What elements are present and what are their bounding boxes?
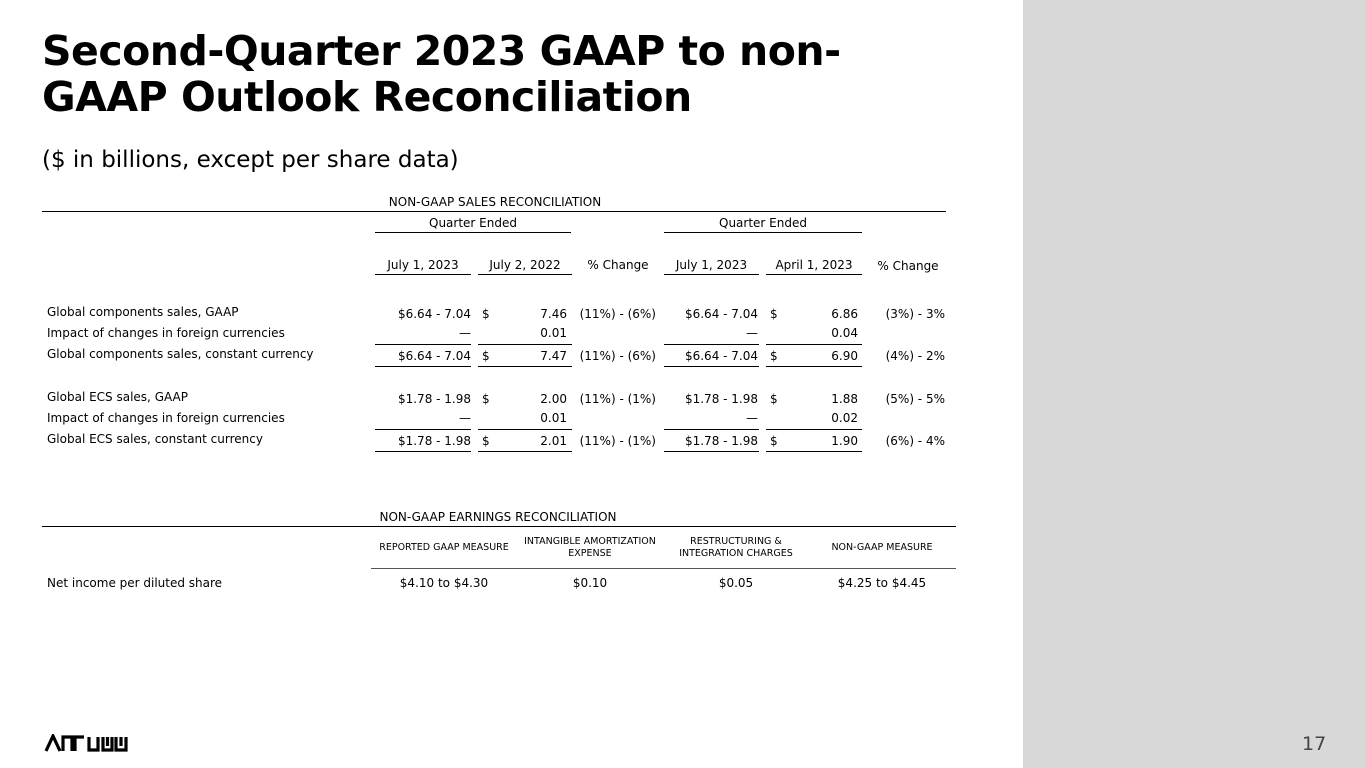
col-rule-2: [478, 274, 572, 275]
col-rule-4: [664, 274, 759, 275]
cell: 6.86: [831, 307, 858, 321]
cell: (11%) - (6%): [579, 349, 656, 363]
cell: (11%) - (1%): [579, 434, 656, 448]
cell: —: [746, 411, 758, 425]
cell: $6.64 - 7.04: [397, 307, 471, 321]
earnings-col-3-line2: INTEGRATION CHARGES: [679, 548, 793, 559]
earnings-header-rule: [371, 568, 956, 569]
cell: (5%) - 5%: [885, 392, 945, 406]
cell: 0.02: [831, 411, 858, 425]
earnings-col-1: REPORTED GAAP MEASURE: [379, 542, 509, 553]
sales-heading: NON-GAAP SALES RECONCILIATION: [388, 195, 602, 209]
cell: (6%) - 4%: [885, 434, 945, 448]
dollar-sign: $: [770, 349, 778, 363]
row-label: Impact of changes in foreign currencies: [47, 326, 285, 340]
earnings-col-4: NON-GAAP MEASURE: [831, 542, 933, 553]
subtotal-rule: [375, 429, 471, 430]
sales-top-rule: [42, 211, 946, 212]
row-label: Impact of changes in foreign currencies: [47, 411, 285, 425]
col-rule-5: [766, 274, 862, 275]
dollar-sign: $: [482, 434, 490, 448]
total-rule: [478, 366, 572, 367]
cell: $1.78 - 1.98: [684, 392, 758, 406]
arrow-logo: [44, 734, 130, 752]
col-header-4: July 1, 2023: [675, 258, 748, 272]
dollar-sign: $: [482, 349, 490, 363]
group1-label: Quarter Ended: [429, 216, 517, 230]
col-header-6: % Change: [877, 259, 939, 273]
subtotal-rule: [766, 344, 862, 345]
cell: —: [459, 411, 471, 425]
cell: (4%) - 2%: [885, 349, 945, 363]
cell: $1.78 - 1.98: [397, 434, 471, 448]
col-rule-1: [375, 274, 471, 275]
page-number: 17: [1302, 733, 1327, 755]
earnings-top-rule: [42, 526, 956, 527]
cell: (3%) - 3%: [885, 307, 945, 321]
subtotal-rule: [664, 429, 759, 430]
cell: $4.10 to $4.30: [399, 576, 489, 590]
cell: 1.90: [831, 434, 858, 448]
cell: 0.01: [540, 326, 567, 340]
cell: 6.90: [831, 349, 858, 363]
row-label: Global ECS sales, GAAP: [47, 390, 188, 404]
total-rule: [375, 366, 471, 367]
group2-rule: [664, 232, 862, 233]
subtotal-rule: [664, 344, 759, 345]
earnings-col-3-line1: RESTRUCTURING &: [690, 536, 782, 547]
cell: 7.47: [540, 349, 567, 363]
cell: $0.10: [572, 576, 608, 590]
subtotal-rule: [478, 344, 572, 345]
cell: (11%) - (1%): [579, 392, 656, 406]
col-header-3: % Change: [587, 258, 649, 272]
earnings-heading: NON-GAAP EARNINGS RECONCILIATION: [379, 510, 617, 524]
cell: 0.04: [831, 326, 858, 340]
subtotal-rule: [478, 429, 572, 430]
page-title: Second-Quarter 2023 GAAP to non-GAAP Outlook Reconciliation: [42, 27, 841, 121]
cell: 2.01: [540, 434, 567, 448]
cell: 0.01: [540, 411, 567, 425]
cell: $1.78 - 1.98: [684, 434, 758, 448]
cell: 2.00: [540, 392, 567, 406]
cell: $6.64 - 7.04: [397, 349, 471, 363]
cell: 7.46: [540, 307, 567, 321]
row-label: Net income per diluted share: [47, 576, 223, 590]
total-rule: [664, 451, 759, 452]
earnings-col-2-line1: INTANGIBLE AMORTIZATION: [524, 536, 656, 547]
side-panel: [1023, 0, 1365, 768]
row-label: Global components sales, constant currency: [47, 347, 314, 361]
dollar-sign: $: [770, 434, 778, 448]
total-rule: [375, 451, 471, 452]
subtotal-rule: [766, 429, 862, 430]
cell: $6.64 - 7.04: [684, 349, 758, 363]
cell: —: [459, 326, 471, 340]
cell: $4.25 to $4.45: [837, 576, 927, 590]
page-subtitle: ($ in billions, except per share data): [42, 147, 459, 173]
dollar-sign: $: [770, 392, 778, 406]
total-rule: [766, 366, 862, 367]
row-label: Global components sales, GAAP: [47, 305, 239, 319]
subtotal-rule: [375, 344, 471, 345]
dollar-sign: $: [770, 307, 778, 321]
total-rule: [664, 366, 759, 367]
earnings-col-2-line2: EXPENSE: [568, 548, 612, 559]
dollar-sign: $: [482, 307, 490, 321]
cell: $0.05: [718, 576, 754, 590]
group2-label: Quarter Ended: [719, 216, 807, 230]
cell: 1.88: [831, 392, 858, 406]
col-header-2: July 2, 2022: [489, 258, 561, 272]
cell: (11%) - (6%): [579, 307, 656, 321]
group1-rule: [375, 232, 571, 233]
col-header-5: April 1, 2023: [775, 258, 853, 272]
cell: —: [746, 326, 758, 340]
cell: $1.78 - 1.98: [397, 392, 471, 406]
dollar-sign: $: [482, 392, 490, 406]
row-label: Global ECS sales, constant currency: [47, 432, 263, 446]
total-rule: [766, 451, 862, 452]
cell: $6.64 - 7.04: [684, 307, 758, 321]
col-header-1: July 1, 2023: [387, 258, 459, 272]
total-rule: [478, 451, 572, 452]
